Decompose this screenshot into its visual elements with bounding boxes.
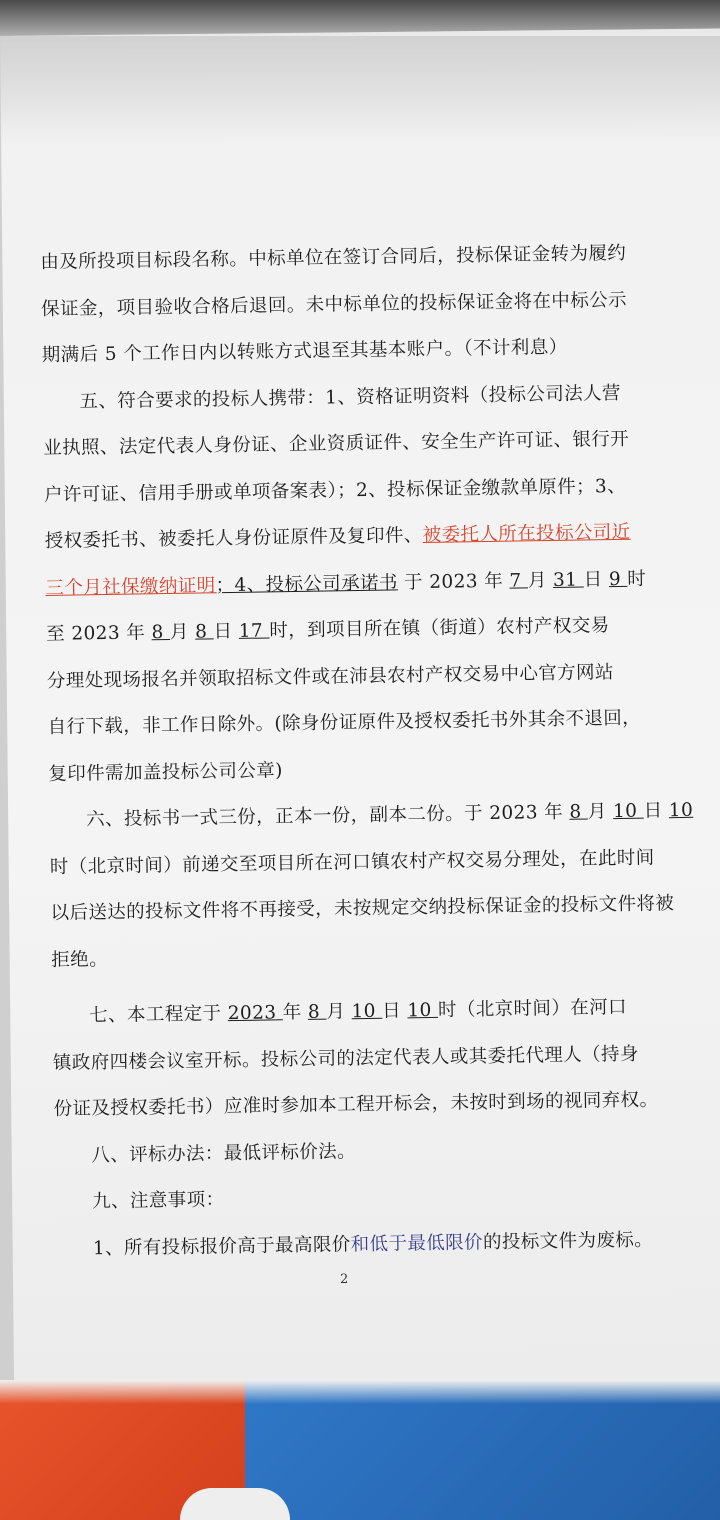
paragraph-line: 复印件需加盖投标公司公章) [48,759,283,785]
filled-blank: 7 [509,569,529,592]
filled-blank: 10 [407,999,439,1022]
filled-blank: 8 [151,622,171,644]
text-run: 日 [583,568,610,591]
text-run: 日 [643,800,669,822]
text-run: 月 [527,569,554,591]
paragraph-line: 拒绝。 [51,948,109,971]
text-run: 授权委托书、被委托人身份证原件及复印件、 [44,525,423,552]
text-run: 1、所有投标报价高于最高限价 [92,1233,351,1259]
filled-blank: 8 [194,621,214,643]
paper-curl [180,1488,290,1520]
section-five-heading: 五、符合要求的投标人携带：1、资格证明资料（投标公司法人营 [79,382,622,412]
text-run: 的投标文件为废标。 [482,1228,654,1253]
text-run: 时 [627,568,647,590]
text-run: 时，到项目所在镇（街道）农村产权交易 [269,615,610,642]
page-number: 2 [340,1272,349,1287]
paragraph-line: 镇政府四楼会议室开标。投标公司的法定代表人或其委托代理人（持身 [52,1043,639,1074]
filled-blank: 2023 [227,1002,283,1025]
paragraph-line: 时（北京时间）前递交至项目所在河口镇农村产权交易分理处，在此时间 [49,846,655,878]
filled-blank: 9 [608,568,628,590]
document-body [40,230,706,1273]
highlighted-text: 被委托人所在投标公司近 [422,521,631,547]
background-fabric [0,1380,720,1520]
text-run: 时（北京时间）在河口 [437,996,628,1021]
paragraph-line: 以后送达的投标文件将不再接受，未按规定交纳投标保证金的投标文件将被 [50,893,675,924]
text-run: 月 [587,801,614,823]
text-run: 日 [382,1000,408,1022]
underlined-text: ；4、投标公司承诺书 [215,571,398,596]
text-run: 至 2023 年 [46,622,152,645]
blue-text: 和低于最低限价 [350,1231,484,1255]
page-shadow [0,36,720,146]
filled-blank: 17 [238,620,270,642]
text-run: 年 [282,1001,309,1024]
paragraph-line: 业执照、法定代表人身份证、企业资质证件、安全生产许可证、银行开 [43,428,630,459]
text-run: 月 [326,1001,352,1023]
text-run: 于 2023 年 [397,570,510,593]
paragraph-line: 自行下载，非工作日除外。(除身份证原件及授权委托书外其余不退回， [47,707,642,738]
filled-blank: 8 [569,801,588,823]
section-eight-heading: 八、评标办法：最低评标价法。 [91,1140,357,1166]
filled-blank: 10 [668,799,694,822]
filled-blank: 10 [351,1000,383,1023]
filled-blank: 31 [552,569,584,591]
paragraph-line: 分理处现场报名并领取招标文件或在沛县农村产权交易中心官方网站 [46,661,615,692]
paragraph-line: 由及所投项目标段名称。中标单位在签订合同后，投标保证金转为履约 [40,242,627,273]
section-nine-heading: 九、注意事项： [91,1189,225,1213]
filled-blank: 10 [612,800,644,823]
paragraph-line: 份证及授权委托书）应准时参加本工程开标会，未按时到场的视同弃权。 [53,1089,659,1120]
text-run: 六、投标书一式三份，正本一份，副本二份。于 2023 年 [85,801,570,831]
paragraph-line: 户许可证、信用手册或单项备案表）；2、投标保证金缴款单原件；3、 [43,475,627,506]
highlighted-text: 三个月社保缴纳证明 [45,574,216,599]
paragraph-line: 期满后 5 个工作日内以转账方式退至其基本账户。（不计利息） [41,336,568,366]
text-run: 日 [213,620,239,643]
text-run: 月 [169,621,196,644]
text-run: 七、本工程定于 [89,1003,228,1027]
paragraph-line: 保证金，项目验收合格后退回。未中标单位的投标保证金将在中标公示 [40,289,628,320]
fabric-edge [0,1380,720,1404]
filled-blank: 8 [307,1001,327,1023]
